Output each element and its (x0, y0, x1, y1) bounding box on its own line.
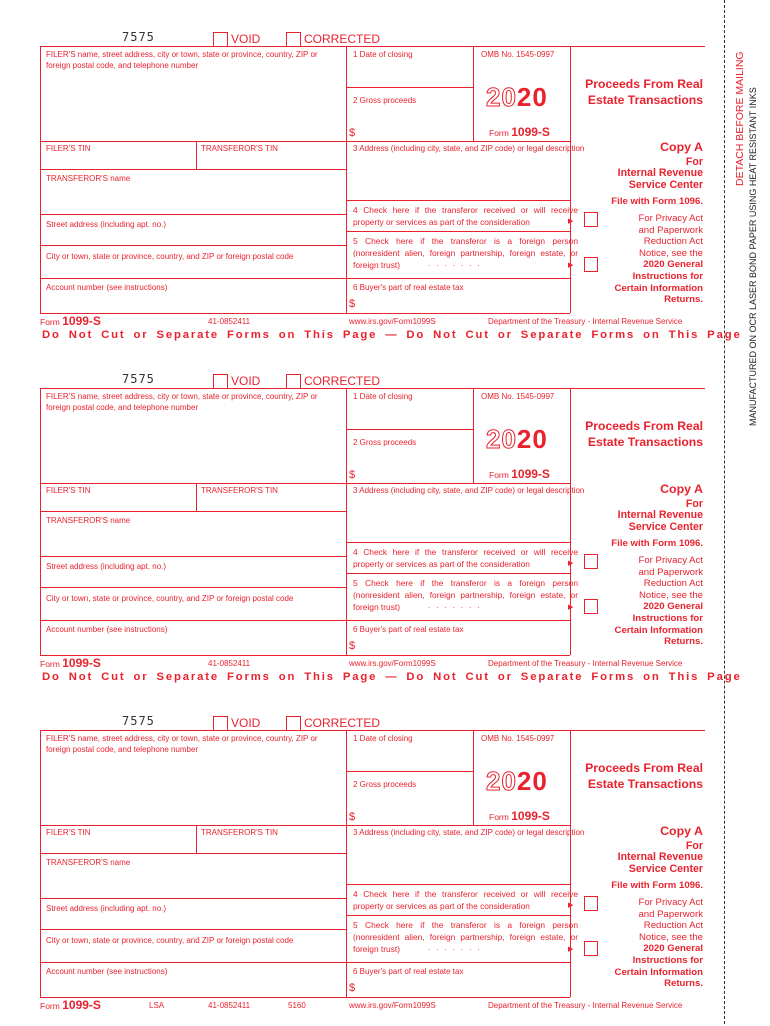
void-checkbox[interactable] (213, 32, 228, 47)
omb-number: OMB No. 1545-0997 (481, 50, 555, 59)
copy-for: For (685, 156, 703, 168)
copy-irs: Internal Revenue Service Center (617, 851, 703, 875)
perforation-line (724, 0, 725, 1024)
void-checkbox[interactable] (213, 716, 228, 731)
box3-label: 3 Address (including city, state, and ZIP code) or legal description (353, 144, 585, 153)
box6-dollar: $ (349, 298, 356, 310)
void-label: VOID (231, 374, 261, 388)
cat-number: 41-0852411 (208, 317, 251, 326)
cat-number: 41-0852411 (208, 659, 251, 668)
form-1099s-1: 7575 VOID CORRECTED FILER'S name, street address, city or town, state or province, country, ZIP or foreign postal code, and telephone number 1 Date of closing OMB No. 1545-0997 2020 Proceeds From Real Estate Transactions 2 Gross proceeds $ Form 1099-S FILER'S TIN TRANSFEROR'S TIN 3 Address (including city, state, and ZIP code) or legal description Copy A For Internal Revenue Service Center File with Form 1096. TRANSFEROR'S name 4 Check here if the transferor received or will receive property or services as part of the consideration ▶ For Privacy Act and Paperwork Reduction Act Notice, see the 2020 General Instructions for Certain Information Returns. Street address (including apt. no.) 5 Check here if the transferor is a foreign person (nonresident alien, foreign partnership, foreign estate, or foreign trust) ....... ▶ City or town, state or province, country, and ZIP or foreign postal code Account number (see instructions) 6 Buyer's part of real estate tax $ Form 1099-S 41-0852411 www.irs.gov/Form1099S Department of the Treasury - Internal Revenue Service Do Not Cut or Separate Forms on This Page — Do Not Cut or Separate Forms on This Page (40, 30, 742, 341)
filer-tin-label: FILER'S TIN (46, 486, 91, 495)
corrected-checkbox[interactable] (286, 374, 301, 389)
cut-warning: Do Not Cut or Separate Forms on This Page — Do Not Cut or Separate Forms on This Page (42, 329, 742, 341)
form-title: Proceeds From Real Estate Transactions (585, 77, 703, 107)
tax-year: 2020 (486, 766, 548, 796)
copy-irs: Internal Revenue Service Center (617, 167, 703, 191)
box5-checkbox[interactable] (584, 941, 598, 956)
box5-label: 5 Check here if the transferor is a foreign person (nonresident alien, foreign partnership, foreign estate, or foreign trust) (353, 578, 578, 612)
box2-label: 2 Gross proceeds (353, 96, 417, 105)
form-title: Proceeds From Real Estate Transactions (585, 419, 703, 449)
void-label: VOID (231, 716, 261, 730)
form-code: 7575 (122, 372, 155, 386)
box5-label: 5 Check here if the transferor is a foreign person (nonresident alien, foreign partnership, foreign estate, or foreign trust) (353, 920, 578, 954)
transferor-tin-label: TRANSFEROR'S TIN (201, 144, 278, 153)
lsa-label: LSA (149, 1001, 165, 1010)
box3-label: 3 Address (including city, state, and ZIP code) or legal description (353, 828, 585, 837)
omb-number: OMB No. 1545-0997 (481, 392, 555, 401)
city-label: City or town, state or province, country, and ZIP or foreign postal code (46, 936, 294, 945)
copy-title: Copy A (660, 824, 703, 838)
box5-checkbox[interactable] (584, 257, 598, 272)
box2-dollar: $ (349, 811, 356, 823)
footer-form-label: Form 1099-S (40, 656, 101, 670)
box5-label: 5 Check here if the transferor is a foreign person (nonresident alien, foreign partnership, foreign estate, or foreign trust) (353, 236, 578, 270)
box6-dollar: $ (349, 982, 356, 994)
privacy-notice: For Privacy Act and Paperwork Reduction Act Notice, see the 2020 General Instructions for Certain Information Returns. (614, 555, 703, 648)
manufactured-text: MANUFACTURED ON OCR LASER BOND PAPER USING HEAT RESISTANT INKS (748, 87, 758, 426)
copy-title: Copy A (660, 140, 703, 154)
void-checkbox[interactable] (213, 374, 228, 389)
box6-label: 6 Buyer's part of real estate tax (353, 625, 464, 634)
department-label: Department of the Treasury - Internal Revenue Service (488, 317, 683, 326)
irs-url: www.irs.gov/Form1099S (349, 317, 436, 326)
filer-name-label: FILER'S name, street address, city or town, state or province, country, ZIP or foreign postal code, and telephone number (46, 392, 318, 412)
copy-irs: Internal Revenue Service Center (617, 509, 703, 533)
privacy-notice: For Privacy Act and Paperwork Reduction Act Notice, see the 2020 General Instructions for Certain Information Returns. (614, 213, 703, 306)
corrected-label: CORRECTED (304, 374, 381, 388)
filer-tin-label: FILER'S TIN (46, 144, 91, 153)
form-title: Proceeds From Real Estate Transactions (585, 761, 703, 791)
irs-url: www.irs.gov/Form1099S (349, 1001, 436, 1010)
box1-label: 1 Date of closing (353, 50, 413, 59)
transferor-name-label: TRANSFEROR'S name (46, 858, 131, 867)
form-code: 7575 (122, 714, 155, 728)
copy-for: For (685, 840, 703, 852)
form-name-label: Form 1099-S (489, 809, 550, 823)
cut-warning: Do Not Cut or Separate Forms on This Page — Do Not Cut or Separate Forms on This Page (42, 671, 742, 683)
file-with-label: File with Form 1096. (611, 196, 703, 207)
account-label: Account number (see instructions) (46, 283, 168, 292)
transferor-tin-label: TRANSFEROR'S TIN (201, 486, 278, 495)
account-label: Account number (see instructions) (46, 967, 168, 976)
street-address-label: Street address (including apt. no.) (46, 220, 167, 229)
box4-label: 4 Check here if the transferor received or will receive property or services as part of the consideration (353, 547, 578, 569)
account-label: Account number (see instructions) (46, 625, 168, 634)
transferor-tin-label: TRANSFEROR'S TIN (201, 828, 278, 837)
department-label: Department of the Treasury - Internal Revenue Service (488, 1001, 683, 1010)
street-address-label: Street address (including apt. no.) (46, 904, 167, 913)
form-name-label: Form 1099-S (489, 125, 550, 139)
box6-label: 6 Buyer's part of real estate tax (353, 283, 464, 292)
tax-year: 2020 (486, 82, 548, 112)
void-label: VOID (231, 32, 261, 46)
box1-label: 1 Date of closing (353, 734, 413, 743)
form-name-label: Form 1099-S (489, 467, 550, 481)
transferor-name-label: TRANSFEROR'S name (46, 174, 131, 183)
box4-label: 4 Check here if the transferor received or will receive property or services as part of the consideration (353, 889, 578, 911)
department-label: Department of the Treasury - Internal Revenue Service (488, 659, 683, 668)
box6-dollar: $ (349, 640, 356, 652)
box2-dollar: $ (349, 469, 356, 481)
city-label: City or town, state or province, country, and ZIP or foreign postal code (46, 252, 294, 261)
detach-text: DETACH BEFORE MAILING (734, 51, 746, 186)
irs-url: www.irs.gov/Form1099S (349, 659, 436, 668)
box5-checkbox[interactable] (584, 599, 598, 614)
filer-name-label: FILER'S name, street address, city or town, state or province, country, ZIP or foreign postal code, and telephone number (46, 734, 318, 754)
city-label: City or town, state or province, country, and ZIP or foreign postal code (46, 594, 294, 603)
street-address-label: Street address (including apt. no.) (46, 562, 167, 571)
box4-label: 4 Check here if the transferor received or will receive property or services as part of the consideration (353, 205, 578, 227)
box2-label: 2 Gross proceeds (353, 438, 417, 447)
box1-label: 1 Date of closing (353, 392, 413, 401)
box2-dollar: $ (349, 127, 356, 139)
copy-title: Copy A (660, 482, 703, 496)
box6-label: 6 Buyer's part of real estate tax (353, 967, 464, 976)
filer-name-label: FILER'S name, street address, city or town, state or province, country, ZIP or foreign postal code, and telephone number (46, 50, 318, 70)
omb-number: OMB No. 1545-0997 (481, 734, 555, 743)
corrected-label: CORRECTED (304, 716, 381, 730)
cat-5160: 5160 (288, 1001, 306, 1010)
form-code: 7575 (122, 30, 155, 44)
box2-label: 2 Gross proceeds (353, 780, 417, 789)
transferor-name-label: TRANSFEROR'S name (46, 516, 131, 525)
box3-label: 3 Address (including city, state, and ZIP code) or legal description (353, 486, 585, 495)
corrected-checkbox[interactable] (286, 716, 301, 731)
cat-number: 41-0852411 (208, 1001, 251, 1010)
tax-year: 2020 (486, 424, 548, 454)
privacy-notice: For Privacy Act and Paperwork Reduction Act Notice, see the 2020 General Instructions for Certain Information Returns. (614, 897, 703, 990)
form-1099s-2: 7575 VOID CORRECTED FILER'S name, street address, city or town, state or province, country, ZIP or foreign postal code, and telephone number 1 Date of closing OMB No. 1545-0997 2020 Proceeds From Real Estate Transactions 2 Gross proceeds $ Form 1099-S FILER'S TIN TRANSFEROR'S TIN 3 Address (including city, state, and ZIP code) or legal description Copy A For Internal Revenue Service Center File with Form 1096. TRANSFEROR'S name 4 Check here if the transferor received or will receive property or services as part of the consideration ▶ For Privacy Act and Paperwork Reduction Act Notice, see the 2020 General Instructions for Certain Information Returns. Street address (including apt. no.) 5 Check here if the transferor is a foreign person (nonresident alien, foreign partnership, foreign estate, or foreign trust) ....... ▶ City or town, state or province, country, and ZIP or foreign postal code Account number (see instructions) 6 Buyer's part of real estate tax $ Form 1099-S 41-0852411 www.irs.gov/Form1099S Department of the Treasury - Internal Revenue Service Do Not Cut or Separate Forms on This Page — Do Not Cut or Separate Forms on This Page (40, 372, 742, 683)
corrected-checkbox[interactable] (286, 32, 301, 47)
corrected-label: CORRECTED (304, 32, 381, 46)
file-with-label: File with Form 1096. (611, 538, 703, 549)
copy-for: For (685, 498, 703, 510)
filer-tin-label: FILER'S TIN (46, 828, 91, 837)
file-with-label: File with Form 1096. (611, 880, 703, 891)
form-1099s-3: 7575 VOID CORRECTED FILER'S name, street address, city or town, state or province, country, ZIP or foreign postal code, and telephone number 1 Date of closing OMB No. 1545-0997 2020 Proceeds From Real Estate Transactions 2 Gross proceeds $ Form 1099-S FILER'S TIN TRANSFEROR'S TIN 3 Address (including city, state, and ZIP code) or legal description Copy A For Internal Revenue Service Center File with Form 1096. TRANSFEROR'S name 4 Check here if the transferor received or will receive property or services as part of the consideration ▶ For Privacy Act and Paperwork Reduction Act Notice, see the 2020 General Instructions for Certain Information Returns. Street address (including apt. no.) 5 Check here if the transferor is a foreign person (nonresident alien, foreign partnership, foreign estate, or foreign trust) ....... ▶ City or town, state or province, country, and ZIP or foreign postal code Account number (see instructions) 6 Buyer's part of real estate tax $ Form 1099-S LSA 41-0852411 5160 www.irs.gov/Form1099S Department of the Treasury - Internal Revenue Service (40, 714, 703, 1012)
footer-form-label: Form 1099-S (40, 998, 101, 1012)
footer-form-label: Form 1099-S (40, 314, 101, 328)
